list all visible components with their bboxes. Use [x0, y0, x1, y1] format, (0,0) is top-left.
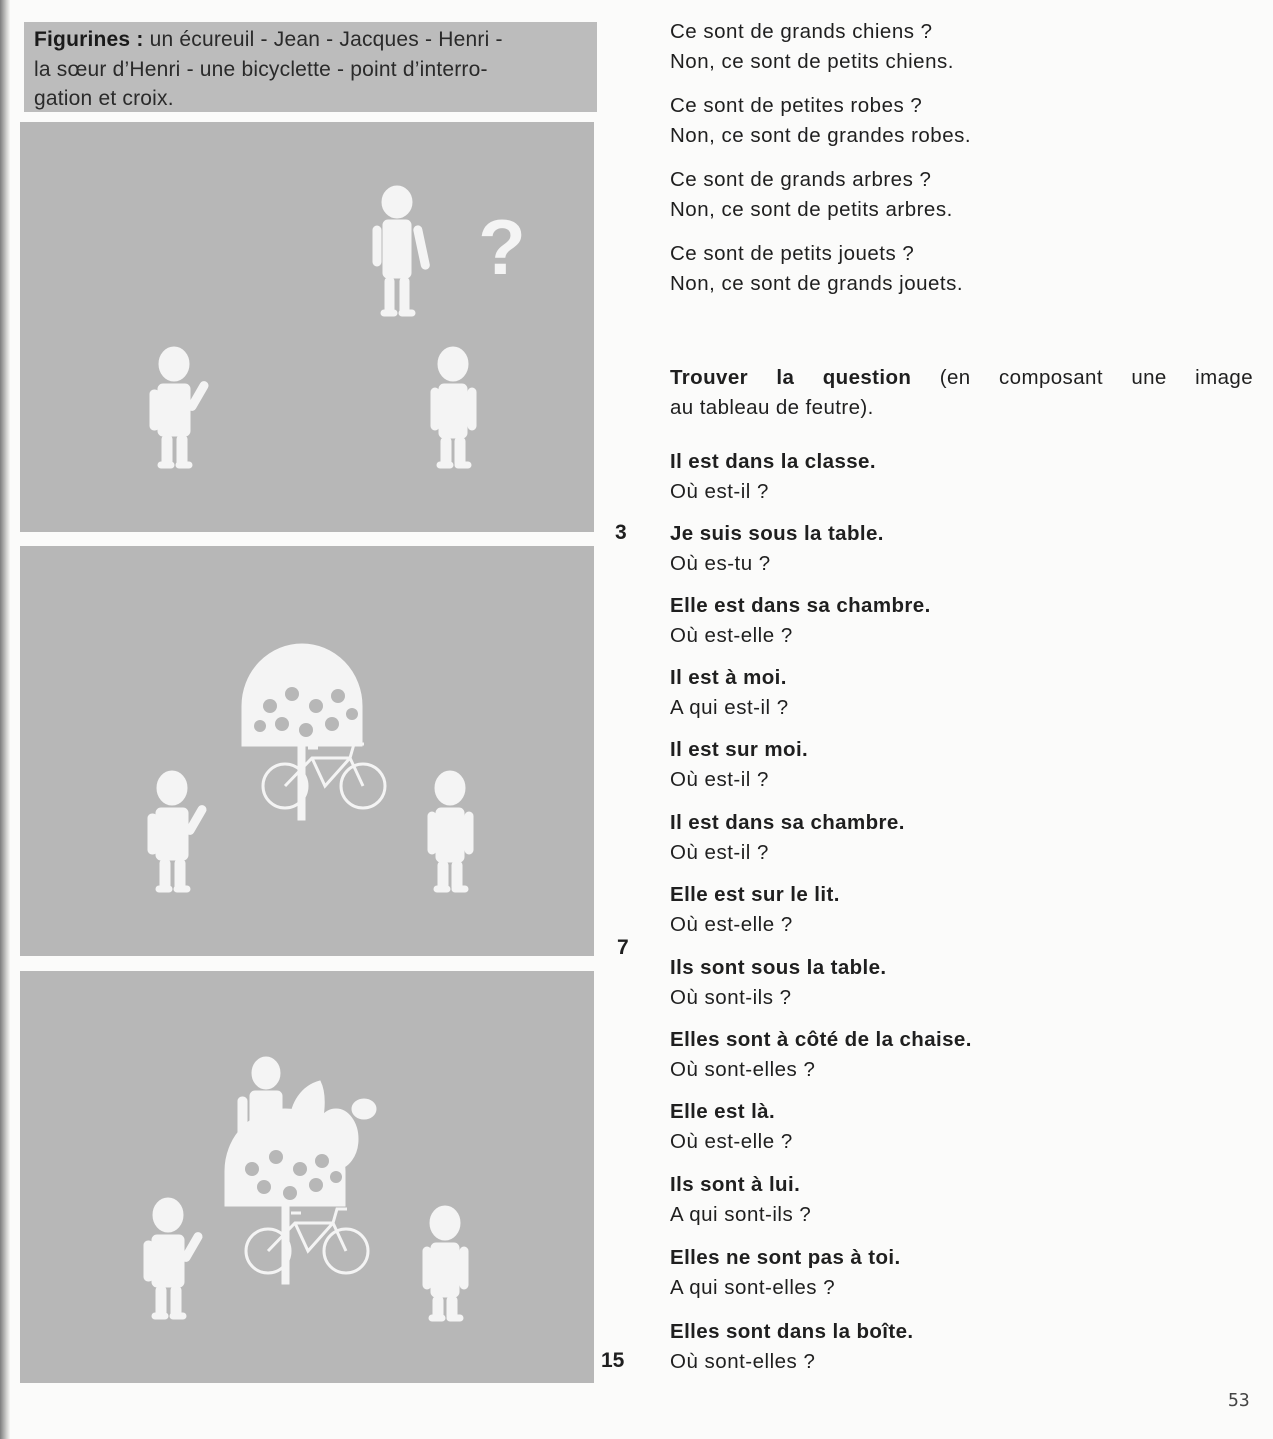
- exercise-instruction: [670, 363, 1253, 423]
- exercise-item: [670, 1097, 793, 1156]
- page-gutter-shadow: [0, 0, 10, 1439]
- item-statement: Elle est là.: [670, 1100, 776, 1123]
- pair-question: Ce sont de grands arbres ?: [670, 168, 932, 191]
- item-statement: Elles sont dans la boîte.: [670, 1320, 914, 1343]
- bicycle-figurine: [263, 744, 385, 808]
- item-question: Où sont-elles ?: [670, 1057, 816, 1081]
- adjective-pair: [670, 91, 971, 150]
- line-number: 3: [615, 521, 627, 544]
- exercise-item: [670, 1243, 901, 1302]
- boy-figure-jean: [148, 771, 207, 892]
- item-statement: Ils sont sous la table.: [670, 956, 887, 979]
- item-question: Où sont-elles ?: [670, 1349, 816, 1373]
- exercise-item: [670, 808, 905, 867]
- boy-figure-jean: [150, 347, 209, 468]
- boy-figure-henri: [373, 186, 430, 316]
- illustration-panel-question: [20, 122, 594, 532]
- pair-answer: Non, ce sont de grandes robes.: [670, 123, 972, 147]
- item-question: Où est-il ?: [670, 840, 769, 864]
- tree-figurine: [225, 1109, 345, 1284]
- exercise-item: [670, 447, 876, 506]
- exercise-item: [670, 1025, 972, 1084]
- adjective-pair: [670, 239, 963, 298]
- caption-line-1: un écureuil - Jean - Jacques - Henri -: [149, 28, 503, 51]
- figurines-caption: [24, 22, 597, 112]
- item-question: A qui est-il ?: [670, 695, 789, 719]
- exercise-item: [670, 880, 840, 939]
- bicycle-figurine: [246, 1209, 368, 1273]
- question-mark-figurine: ?: [478, 203, 526, 291]
- item-statement: Je suis sous la table.: [670, 522, 884, 545]
- exercise-instruction-line-2: au tableau de feutre).: [670, 396, 874, 419]
- pair-answer: Non, ce sont de petits chiens.: [670, 49, 954, 73]
- boy-figure-jacques: [428, 771, 473, 892]
- pair-question: Ce sont de petits jouets ?: [670, 242, 915, 265]
- panel1-drawing: [20, 122, 594, 532]
- item-question: Où est-elle ?: [670, 912, 793, 936]
- item-statement: Elles sont à côté de la chaise.: [670, 1028, 972, 1051]
- adjective-pair: [670, 165, 953, 224]
- illustration-panel-hidden-figures: [20, 971, 594, 1383]
- boy-figure-jacques: [431, 347, 476, 468]
- item-statement: Il est à moi.: [670, 666, 787, 689]
- item-statement: Ils sont à lui.: [670, 1173, 801, 1196]
- item-statement: Il est sur moi.: [670, 738, 809, 761]
- item-statement: Il est dans la classe.: [670, 450, 876, 473]
- caption-line-3: gation et croix.: [34, 87, 174, 110]
- exercise-instruction-line-1: (en composant une image: [939, 366, 1253, 389]
- exercise-title: Trouver la question: [670, 366, 912, 389]
- panel2-drawing: [20, 546, 594, 956]
- exercise-item: [670, 663, 789, 722]
- line-number: 15: [601, 1349, 625, 1372]
- boy-figure-jacques: [423, 1206, 468, 1321]
- exercise-item: [670, 735, 808, 794]
- item-question: Où est-il ?: [670, 479, 769, 503]
- boy-figure-jean: [144, 1198, 203, 1319]
- item-statement: Elle est sur le lit.: [670, 883, 840, 906]
- item-question: A qui sont-elles ?: [670, 1275, 836, 1299]
- item-statement: Elle est dans sa chambre.: [670, 594, 931, 617]
- page-number: 53: [1228, 1390, 1250, 1411]
- item-statement: Il est dans sa chambre.: [670, 811, 905, 834]
- item-question: Où es-tu ?: [670, 551, 771, 575]
- pair-answer: Non, ce sont de petits arbres.: [670, 197, 953, 221]
- item-question: Où est-elle ?: [670, 623, 793, 647]
- exercise-item: [670, 591, 931, 650]
- caption-heading: Figurines :: [34, 28, 144, 51]
- tree-figurine: [242, 644, 362, 820]
- illustration-panel-tree-bicycle: [20, 546, 594, 956]
- item-statement: Elles ne sont pas à toi.: [670, 1246, 901, 1269]
- item-question: Où sont-ils ?: [670, 985, 792, 1009]
- adjective-pair: [670, 17, 954, 76]
- line-number: 7: [617, 936, 629, 959]
- pair-question: Ce sont de grands chiens ?: [670, 20, 933, 43]
- item-question: A qui sont-ils ?: [670, 1202, 812, 1226]
- exercise-item: [670, 519, 884, 578]
- pair-answer: Non, ce sont de grands jouets.: [670, 271, 964, 295]
- panel3-drawing: [20, 971, 594, 1383]
- exercise-item: [670, 1170, 811, 1229]
- exercise-item: [670, 953, 887, 1012]
- item-question: Où est-elle ?: [670, 1129, 793, 1153]
- exercise-item: [670, 1317, 914, 1376]
- item-question: Où est-il ?: [670, 767, 769, 791]
- pair-question: Ce sont de petites robes ?: [670, 94, 923, 117]
- caption-line-2: la sœur d’Henri - une bicyclette - point d’interro-: [34, 57, 488, 81]
